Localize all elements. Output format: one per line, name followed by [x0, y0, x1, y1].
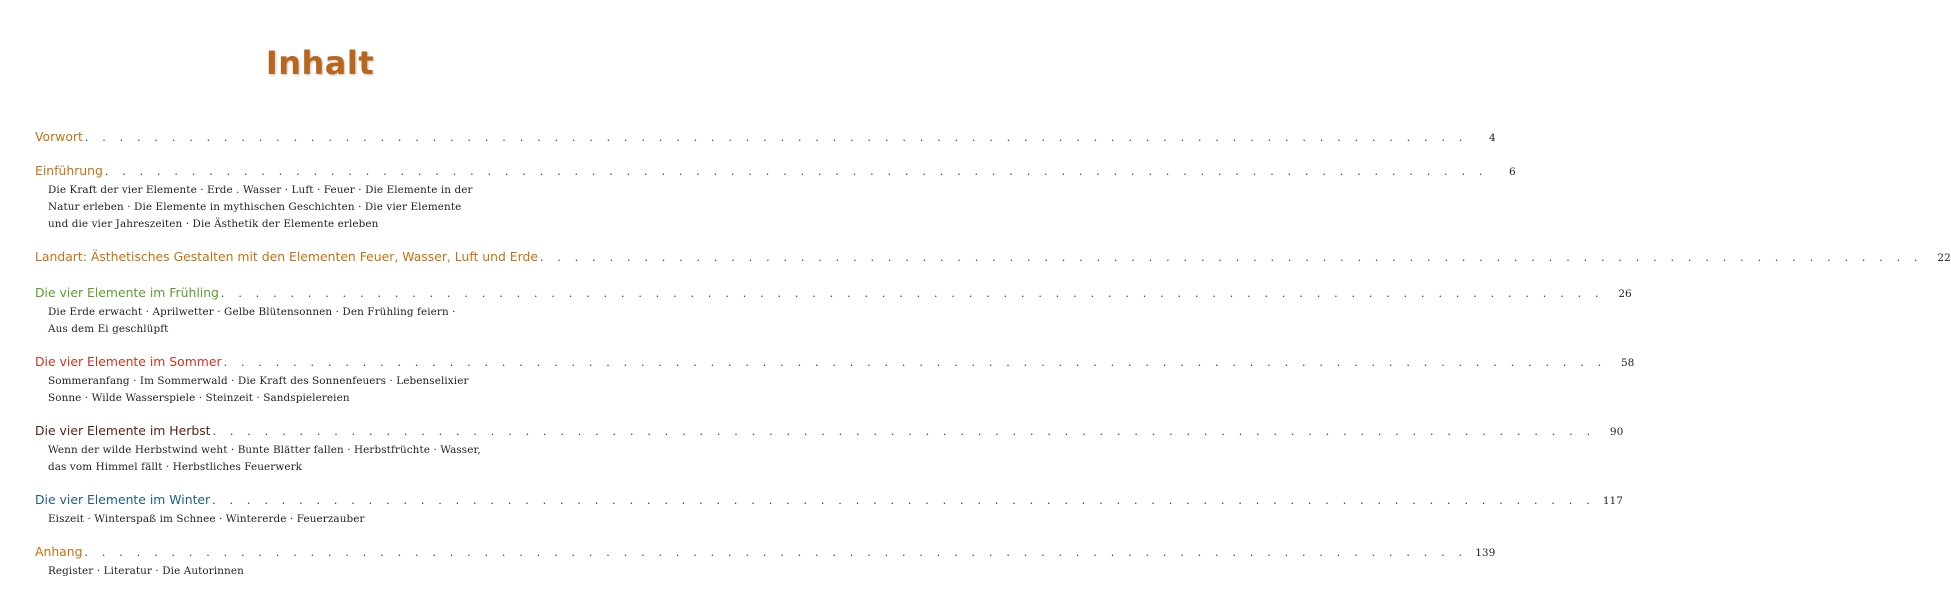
toc-heading[interactable] — [35, 129, 1496, 147]
dot-leader: . . . . . . . . . . . . . . . . . . . . . . . . . . . . . . . . . . . . . . . . . . . . . . . . . . . . . . . . . . . . . . . . . . . . . . . . . . . . . . . . — [84, 546, 1468, 559]
toc-subtopics — [48, 442, 518, 476]
toc-subtopics — [48, 511, 518, 528]
subtopic-line: Register · Literatur · Die Autorinnen — [48, 565, 244, 577]
toc-heading[interactable] — [35, 423, 1624, 441]
dot-leader: . . . . . . . . . . . . . . . . . . . . . . . . . . . . . . . . . . . . . . . . . . . . . . . . . . . . . . . . . . . . . . . . . . . . . . . . . . . . . . . . — [540, 251, 1923, 264]
toc-entry-anhang[interactable] — [35, 544, 1496, 580]
page-number: 139 — [1475, 547, 1496, 559]
toc-entry-sommer[interactable] — [35, 354, 1635, 407]
toc-heading[interactable] — [35, 354, 1635, 372]
page-number: 117 — [1602, 495, 1623, 507]
page-number: 26 — [1618, 288, 1632, 300]
toc-heading-label[interactable]: Anhang — [35, 544, 83, 559]
subtopic-line: Sommeranfang · Im Sommerwald · Die Kraft des Sonnenfeuers · Lebenselixier — [48, 375, 469, 387]
toc-heading[interactable] — [35, 544, 1496, 562]
toc-entry-vorwort[interactable] — [35, 129, 1496, 147]
subtopic-line: Die Kraft der vier Elemente · Erde . Wasser · Luft · Feuer · Die Elemente in der — [48, 184, 473, 196]
dot-leader: . . . . . . . . . . . . . . . . . . . . . . . . . . . . . . . . . . . . . . . . . . . . . . . . . . . . . . . . . . . . . . . . . . . . . . . . . . . . . . . . — [212, 494, 1595, 507]
dot-leader: . . . . . . . . . . . . . . . . . . . . . . . . . . . . . . . . . . . . . . . . . . . . . . . . . . . . . . . . . . . . . . . . . . . . . . . . . . . . . . . . — [104, 165, 1488, 178]
page-number: 58 — [1620, 357, 1635, 369]
page-number: 22 — [1937, 252, 1951, 264]
toc-heading-label[interactable]: Die vier Elemente im Winter — [35, 492, 211, 507]
dot-leader: . . . . . . . . . . . . . . . . . . . . . . . . . . . . . . . . . . . . . . . . . . . . . . . . . . . . . . . . . . . . . . . . . . . . . . . . . . . . . . . . — [223, 356, 1607, 369]
dot-leader: . . . . . . . . . . . . . . . . . . . . . . . . . . . . . . . . . . . . . . . . . . . . . . . . . . . . . . . . . . . . . . . . . . . . . . . . . . . . . . . . — [84, 131, 1468, 144]
toc-heading-label[interactable]: Die vier Elemente im Frühling — [35, 285, 219, 300]
toc-subtopics — [48, 182, 518, 233]
subtopic-line: und die vier Jahreszeiten · Die Ästhetik der Elemente erleben — [48, 218, 379, 230]
toc-entry-landart[interactable] — [35, 249, 1951, 267]
subtopic-line: Die Erde erwacht · Aprilwetter · Gelbe Blütensonnen · Den Frühling feiern · — [48, 306, 456, 318]
dot-leader: . . . . . . . . . . . . . . . . . . . . . . . . . . . . . . . . . . . . . . . . . . . . . . . . . . . . . . . . . . . . . . . . . . . . . . . . . . . . . . . . — [220, 287, 1604, 300]
page-number: 6 — [1508, 166, 1516, 178]
page-number: 4 — [1488, 132, 1496, 144]
subtopic-line: das vom Himmel fällt · Herbstliches Feuerwerk — [48, 461, 303, 473]
toc-subtopics — [48, 373, 518, 407]
toc-heading-label[interactable]: Die vier Elemente im Herbst — [35, 423, 211, 438]
page-number: 90 — [1609, 426, 1624, 438]
dot-leader: . . . . . . . . . . . . . . . . . . . . . . . . . . . . . . . . . . . . . . . . . . . . . . . . . . . . . . . . . . . . . . . . . . . . . . . . . . . . . . . . — [212, 425, 1596, 438]
toc-heading[interactable] — [35, 492, 1623, 510]
toc-subtopics — [48, 563, 518, 580]
subtopic-line: Aus dem Ei geschlüpft — [48, 323, 169, 335]
subtopic-line: Wenn der wilde Herbstwind weht · Bunte Blätter fallen · Herbstfrüchte · Wasser, — [48, 444, 481, 456]
toc-heading-label[interactable]: Vorwort — [35, 129, 83, 144]
toc-heading-label[interactable]: Einführung — [35, 163, 103, 178]
toc-entry-herbst[interactable] — [35, 423, 1624, 476]
subtopic-line: Sonne · Wilde Wasserspiele · Steinzeit · Sandspielereien — [48, 392, 350, 404]
toc-entry-einfuehrung[interactable] — [35, 163, 1516, 233]
subtopic-line: Natur erleben · Die Elemente in mythischen Geschichten · Die vier Elemente — [48, 201, 462, 213]
toc-heading[interactable] — [35, 249, 1951, 267]
toc-heading[interactable] — [35, 163, 1516, 181]
toc-heading[interactable] — [35, 285, 1632, 303]
toc-heading-label[interactable]: Die vier Elemente im Sommer — [35, 354, 222, 369]
toc-subtopics — [48, 304, 518, 338]
toc-entry-winter[interactable] — [35, 492, 1623, 528]
toc-heading-label[interactable]: Landart: Ästhetisches Gestalten mit den Elementen Feuer, Wasser, Luft und Erde — [35, 249, 538, 264]
toc-entry-fruehling[interactable] — [35, 285, 1632, 338]
subtopic-line: Eiszeit · Winterspaß im Schnee · Wintererde · Feuerzauber — [48, 513, 365, 525]
page-title: Inhalt — [265, 44, 375, 82]
